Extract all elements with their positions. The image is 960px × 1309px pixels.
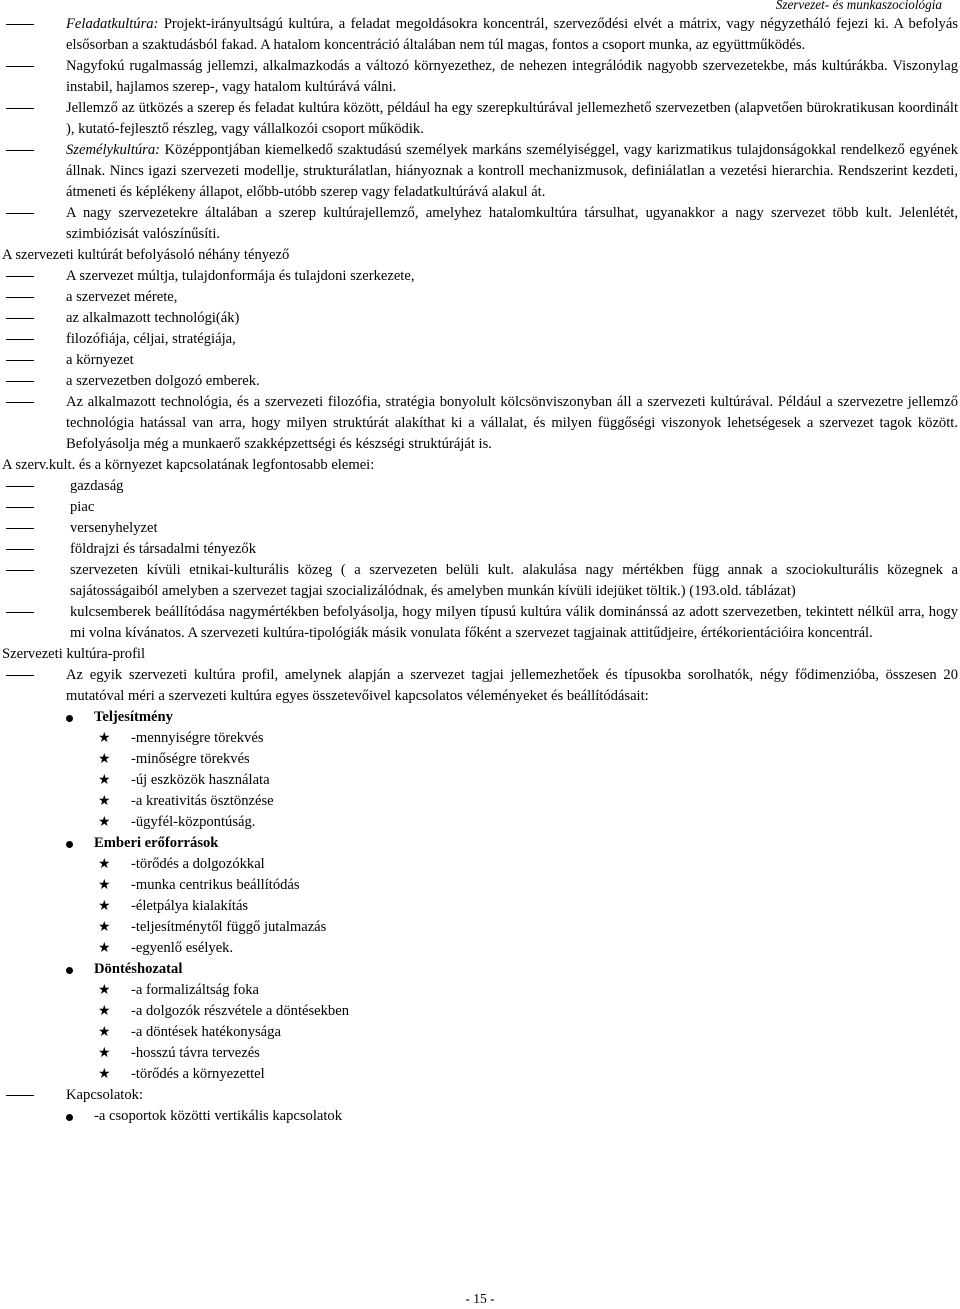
indicator-item <box>0 980 960 1001</box>
star-icon: ★ <box>98 877 111 893</box>
culture-term: Feladatkultúra: <box>66 16 159 32</box>
star-icon: ★ <box>98 793 111 809</box>
indicator-text: -egyenlő esélyek. <box>131 940 234 956</box>
dimension-title <box>0 959 960 980</box>
star-icon: ★ <box>98 814 111 830</box>
indicator-text: -a kreativitás ösztönzése <box>131 793 274 809</box>
dash-marker <box>6 108 34 109</box>
environment-item-text: versenyhelyzet <box>70 520 158 536</box>
indicator-text: -életpálya kialakítás <box>131 898 249 914</box>
culture-paragraph-text: Projekt-irányultságú kultúra, a feladat megoldásokra koncentrál, szerveződési elvét a mátrix, vagy négyzetháló fejezi ki. A befolyás elsősorban a szaktudásból fakad. A hatalom koncentráció általában nem túl magas, fontos a csoport munka, az együttműködés. <box>66 16 958 53</box>
indicator-item <box>0 917 960 938</box>
culture-paragraph <box>0 140 960 203</box>
indicator-item <box>0 1064 960 1085</box>
indicator-text: -új eszközök használata <box>131 772 270 788</box>
bullet-icon <box>66 1114 73 1121</box>
indicator-item <box>0 749 960 770</box>
indicator-text: -a formalizáltság foka <box>131 982 260 998</box>
dash-marker <box>6 24 34 25</box>
indicator-item <box>0 728 960 749</box>
indicator-text: -mennyiségre törekvés <box>131 730 264 746</box>
star-icon: ★ <box>98 1045 111 1061</box>
dimension-title-text: Emberi erőforrások <box>94 835 219 851</box>
indicator-item <box>0 896 960 917</box>
star-icon: ★ <box>98 730 111 746</box>
page-body <box>0 14 960 1127</box>
environment-item <box>0 518 960 539</box>
dash-marker <box>6 360 34 361</box>
profile-dimensions <box>0 707 960 1085</box>
factors-list <box>0 266 960 455</box>
indicator-item <box>0 791 960 812</box>
star-icon: ★ <box>98 1003 111 1019</box>
factor-item-text: a környezet <box>66 352 134 368</box>
dimension-title <box>0 833 960 854</box>
environment-item <box>0 602 960 644</box>
profile-intro <box>0 665 960 707</box>
star-icon: ★ <box>98 856 111 872</box>
culture-paragraph <box>0 203 960 245</box>
star-icon: ★ <box>98 940 111 956</box>
dash-marker <box>6 150 34 151</box>
dash-marker <box>6 507 34 508</box>
relations-label: Kapcsolatok: <box>66 1087 144 1103</box>
dash-marker <box>6 1095 34 1096</box>
dash-marker <box>6 528 34 529</box>
factor-item-text: a szervezetben dolgozó emberek. <box>66 373 260 389</box>
page-number: - 15 - <box>465 1291 495 1306</box>
environment-item-text: kulcsemberek beállítódása nagymértékben befolyásolja, hogy milyen típusú kultúra válik dominánssá az adott szervezetben, tekintett nélkül arra, hogy mi volna kívánatos. A szervezeti kultúra-tipológiák másik vonulata főként a szervezet tagjainak attitűdjeire, értékorientációira koncentrál. <box>70 604 958 641</box>
environment-item <box>0 539 960 560</box>
culture-paragraph-text: A nagy szervezetekre általában a szerep kultúrajellemző, amelyhez hatalomkultúra társulhat, ugyanakkor a nagy szervezet több kult. Jelenlétét, szimbiózisát valószínűsíti. <box>66 205 958 242</box>
indicator-text: -a döntések hatékonysága <box>131 1024 281 1040</box>
culture-paragraph <box>0 56 960 98</box>
dash-marker <box>6 675 34 676</box>
culture-paragraph <box>0 98 960 140</box>
factor-item-text: A szervezet múltja, tulajdonformája és tulajdoni szerkezete, <box>66 268 415 284</box>
factor-item <box>0 329 960 350</box>
relations-bullet <box>0 1106 960 1127</box>
relations-text: -a csoportok közötti vertikális kapcsolatok <box>94 1108 343 1124</box>
profile-heading: Szervezeti kultúra-profil <box>2 646 146 662</box>
bullet-icon <box>66 715 73 722</box>
factor-item <box>0 350 960 371</box>
running-header: Szervezet- és munkaszociológia <box>775 0 942 12</box>
star-icon: ★ <box>98 1024 111 1040</box>
environment-list <box>0 476 960 644</box>
indicator-text: -törődés a környezettel <box>131 1066 265 1082</box>
dash-marker <box>6 66 34 67</box>
indicator-item <box>0 1022 960 1043</box>
indicator-text: -minőségre törekvés <box>131 751 250 767</box>
dash-marker <box>6 402 34 403</box>
profile-intro-text: Az egyik szervezeti kultúra profil, amelynek alapján a szervezet tagjai jellemezhetőek és típusokba sorolhatók, négy fődimenzióba, összesen 20 mutatóval méri a szervezeti kultúra egyes összetevőivel kapcsolatos véleményeket és beállítódásait: <box>66 667 958 704</box>
indicator-item <box>0 1001 960 1022</box>
dash-marker <box>6 339 34 340</box>
dimension-title-text: Döntéshozatal <box>94 961 183 977</box>
star-icon: ★ <box>98 982 111 998</box>
culture-paragraph-text: Nagyfokú rugalmasság jellemzi, alkalmazkodás a változó környezethez, de nehezen integrálódik nagyobb szervezetekbe, más kultúrákba. Viszonylag instabil, hajlamos szerep-, vagy hatalom kultúrává válni. <box>66 58 958 95</box>
culture-term: Személykultúra: <box>66 142 161 158</box>
indicator-item <box>0 812 960 833</box>
culture-paragraph <box>0 14 960 56</box>
dash-marker <box>6 213 34 214</box>
environment-item-text: piac <box>70 499 95 515</box>
dash-marker <box>6 276 34 277</box>
factor-item-text: a szervezet mérete, <box>66 289 178 305</box>
environment-item-text: szervezeten kívüli etnikai-kulturális közeg ( a szervezeten belüli kult. alakulása nagy mértékben függ annak a szociokulturális közegnek a sajátosságaiból amelyben a szervezet tagjai szocializálódnak, és amelyben munkán kívüli idejüket töltik.) (193.old. táblázat) <box>70 562 958 599</box>
indicator-text: -munka centrikus beállítódás <box>131 877 300 893</box>
indicator-text: -törődés a dolgozókkal <box>131 856 265 872</box>
factor-item <box>0 392 960 455</box>
indicator-item <box>0 1043 960 1064</box>
indicator-text: -hosszú távra tervezés <box>131 1045 260 1061</box>
indicator-item <box>0 875 960 896</box>
dash-marker <box>6 486 34 487</box>
environment-item <box>0 560 960 602</box>
environment-heading: A szerv.kult. és a környezet kapcsolatának legfontosabb elemei: <box>2 457 375 473</box>
environment-item-text: gazdaság <box>70 478 124 494</box>
dash-marker <box>6 549 34 550</box>
star-icon: ★ <box>98 751 111 767</box>
factor-item-text: az alkalmazott technológi(ák) <box>66 310 240 326</box>
dash-marker <box>6 381 34 382</box>
factor-item-text: filozófiája, céljai, stratégiája, <box>66 331 236 347</box>
environment-item <box>0 497 960 518</box>
dash-marker <box>6 612 34 613</box>
environment-item-text: földrajzi és társadalmi tényezők <box>70 541 256 557</box>
star-icon: ★ <box>98 1066 111 1082</box>
dash-marker <box>6 297 34 298</box>
indicator-item <box>0 938 960 959</box>
star-icon: ★ <box>98 898 111 914</box>
factor-item <box>0 287 960 308</box>
dash-marker <box>6 570 34 571</box>
factor-item <box>0 266 960 287</box>
star-icon: ★ <box>98 772 111 788</box>
factor-item <box>0 371 960 392</box>
culture-types-list <box>0 14 960 245</box>
bullet-icon <box>66 967 73 974</box>
dimension-title <box>0 707 960 728</box>
bullet-icon <box>66 841 73 848</box>
indicator-text: -teljesítménytől függő jutalmazás <box>131 919 327 935</box>
relations-item <box>0 1085 960 1106</box>
culture-paragraph-text: Középpontjában kiemelkedő szaktudású személyek markáns személyiséggel, vagy karizmatikus tulajdonságokkal rendelkező egyének állnak. Nincs igazi szervezeti modellje, strukturálatlan, hiányoznak a kontroll mechanizmusok, definiálatlan a vezetési hierarchia. Rendszerint kezdeti, átmeneti és képlékeny állapot, előbb-utóbb szerep vagy feladatkultúrává alakul át. <box>66 142 958 200</box>
factor-item <box>0 308 960 329</box>
star-icon: ★ <box>98 919 111 935</box>
indicator-item <box>0 854 960 875</box>
indicator-text: -a dolgozók részvétele a döntésekben <box>131 1003 350 1019</box>
factor-item-text: Az alkalmazott technológia, és a szervezeti filozófia, stratégia bonyolult kölcsönviszonyban áll a szervezeti kultúrával. Például a szervezetre jellemző technológia hatással van arra, hogy milyen struktúrát alakíthat ki a vállalat, és milyen függőségi viszonyok lehetségesek a szervezet tagok között. Befolyásolja még a munkaerő szakképzettségi és készségi struktúráját is. <box>66 394 958 452</box>
indicator-item <box>0 770 960 791</box>
culture-paragraph-text: Jellemző az ütközés a szerep és feladat kultúra között, például ha egy szerepkultúrával jellemezhető szervezetben (alapvetően bürokratikusan koordinált ), kutató-fejlesztő részleg, vagy vállalkozói csoport működik. <box>66 100 958 137</box>
environment-item <box>0 476 960 497</box>
dash-marker <box>6 318 34 319</box>
indicator-text: -ügyfél-központúság. <box>131 814 256 830</box>
dimension-title-text: Teljesítmény <box>94 709 173 725</box>
factors-heading: A szervezeti kultúrát befolyásoló néhány tényező <box>2 247 290 263</box>
